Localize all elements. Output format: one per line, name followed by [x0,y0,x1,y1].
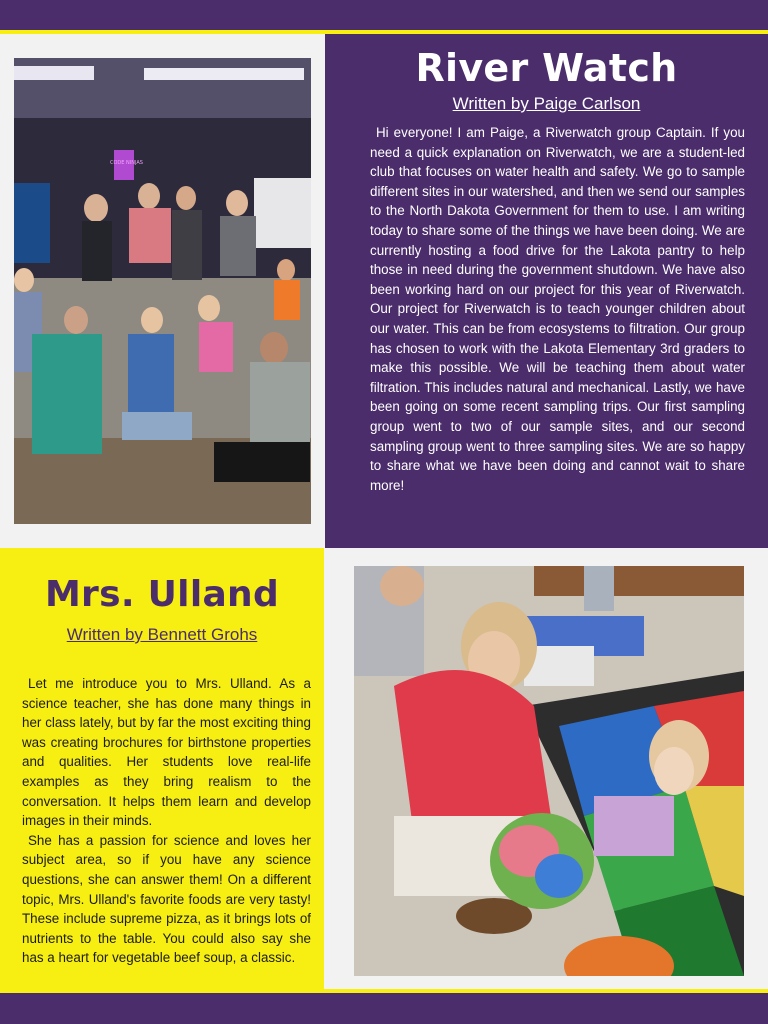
bottom-banner [0,993,768,1024]
river-watch-article [370,123,745,495]
river-watch-title: River Watch [415,46,678,90]
river-watch-paragraph: Hi everyone! I am Paige, a Riverwatch group Captain. If you need a quick explanation on Riverwatch, we are a student-led club that focuses on water health and safety. We go to sample different sites in our watershed, and then we send our samples to the North Dakota Government for them to use. I am writing today to share some of the things we have been doing. We are currently hosting a food drive for the Lakota pantry to help those in need during the government shutdown. We have also been working hard on our project for this year of Riverwatch. Our project for Riverwatch is to teach younger children about our water. This can be from ecosystems to filtration. Our group has chosen to work with the Lakota Elementary 3rd graders to make this possible. We will be teaching them about water filtration. This includes natural and mechanical. Lastly, we have been going on some recent sampling trips. Our first sampling group went to two of our sample sites, and our second sampling group went to three sampling sites. We are so happy to share what we have been doing and cannot wait to share more! [370,125,745,493]
mrs-ulland-title: Mrs. Ulland [44,574,280,615]
mrs-ulland-paragraph: She has a passion for science and loves her subject area, so if you have any science questions, she can answer them! On a different topic, Mrs. Ulland's favorite foods are very tasty! These include supreme pizza, as it brings lots of nutrients to the table. You could also say she has a heart for vegetable beef soup, a classic. [22,832,311,966]
riverwatch-group-photo [14,58,311,524]
top-banner [0,0,768,30]
river-watch-byline: Written by Paige Carlson [452,94,641,113]
mrs-ulland-section [0,548,324,989]
neon-sign-text: CODE NINJAS [110,160,143,166]
river-watch-section [325,34,768,548]
mrs-ulland-byline: Written by Bennett Grohs [66,625,258,644]
mrs-ulland-article [22,674,311,968]
mrs-ulland-paragraph: Let me introduce you to Mrs. Ulland. As a science teacher, she has done many things in her class lately, but by far the most exciting thing was creating brochures for birthstone properties and qualities. Her students love real-life examples as they bring realism to the conversation. It helps them learn and develop images in their minds. [22,676,311,829]
pumpkin-painting-photo [354,566,744,976]
